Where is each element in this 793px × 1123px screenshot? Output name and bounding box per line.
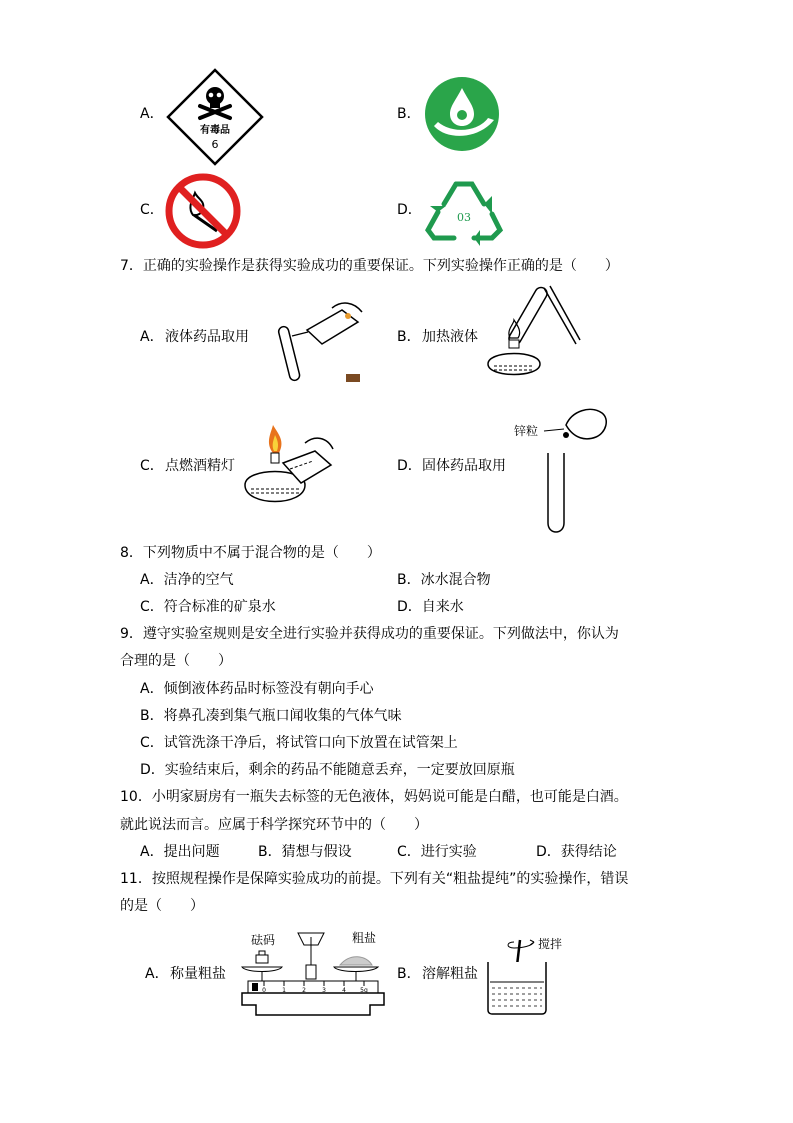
q10-option-b: B．猜想与假设: [258, 844, 352, 860]
q10-option-a: A．提出问题: [140, 844, 220, 860]
zinc-granule-label: 锌粒: [514, 424, 539, 438]
q8-option-d: D．自来水: [397, 599, 464, 615]
q7-option-c-letter: C．: [140, 458, 164, 474]
scale-tick-label: 3: [322, 987, 326, 994]
q11-option-a-text: 称量粗盐: [170, 966, 226, 982]
q7-option-c-text: 点燃酒精灯: [165, 458, 235, 474]
q8-option-c: C．符合标准的矿泉水: [140, 599, 276, 615]
scale-tick-label: 2: [302, 987, 306, 994]
scale-tick-label: 0: [262, 987, 266, 994]
coarse-salt-label: 粗盐: [352, 931, 377, 945]
q9-stem-line2: 合理的是（ ）: [120, 653, 232, 669]
q7-option-a-letter: A．: [140, 329, 164, 345]
weight-label: 砝码: [251, 933, 276, 947]
q7-option-d-text: 固体药品取用: [422, 458, 506, 474]
toxic-sign-number: 6: [211, 138, 219, 151]
stir-label: 搅拌: [538, 937, 563, 951]
solid-reagent-illustration: [540, 405, 620, 535]
q6-option-a-letter: A．: [140, 106, 164, 122]
scale-tick-label: 4: [342, 987, 346, 994]
scale-tick-label: 1: [282, 987, 286, 994]
balance-scale-illustration: [238, 945, 388, 1025]
q6-option-d-letter: D．: [397, 202, 422, 218]
toxic-sign-icon: [160, 62, 270, 172]
q10-option-d: D．获得结论: [536, 844, 617, 860]
pouring-liquid-illustration: [262, 286, 372, 386]
q10-option-c: C．进行实验: [397, 844, 477, 860]
lighting-alcohol-lamp-illustration: [235, 423, 335, 513]
q9-option-c: C．试管洗涤干净后，将试管口向下放置在试管架上: [140, 735, 458, 751]
q9-option-d: D．实验结束后，剩余的药品不能随意丢弃，一定要放回原瓶: [140, 762, 515, 778]
q6-option-c-letter: C．: [140, 202, 164, 218]
toxic-sign-text: 有毒品: [200, 125, 230, 136]
scale-tick-label: 5g: [360, 987, 368, 994]
q10-stem-line1: 10．小明家厨房有一瓶失去标签的无色液体，妈妈说可能是白醋，也可能是白酒。: [120, 789, 628, 805]
q6-option-b-letter: B．: [397, 106, 421, 122]
heating-liquid-illustration: [470, 280, 580, 390]
q8-stem: 8．下列物质中不属于混合物的是（ ）: [120, 545, 381, 561]
q11-stem-line1: 11．按照规程操作是保障实验成功的前提。下列有关“粗盐提纯”的实验操作，错误: [120, 871, 629, 887]
q8-option-a: A．洁净的空气: [140, 572, 234, 588]
q7-option-b-letter: B．: [397, 329, 421, 345]
q11-stem-line2: 的是（ ）: [120, 898, 204, 914]
q10-stem-line2: 就此说法而言。应属于科学探究环节中的（ ）: [120, 817, 428, 833]
q7-stem: 7．正确的实验操作是获得实验成功的重要保证。下列实验操作正确的是（ ）: [120, 258, 619, 274]
no-fire-icon: [163, 171, 243, 251]
q9-option-b: B．将鼻孔凑到集气瓶口闻收集的气体气味: [140, 708, 402, 724]
q7-option-d-letter: D．: [397, 458, 422, 474]
q11-option-b-letter: B．: [397, 966, 421, 982]
q7-option-b-text: 加热液体: [422, 329, 478, 345]
q11-option-a-letter: A．: [145, 966, 169, 982]
q11-option-b-text: 溶解粗盐: [422, 966, 478, 982]
recycle-icon: [422, 172, 506, 246]
water-saving-icon: [422, 74, 502, 154]
q9-option-a: A．倾倒液体药品时标签没有朝向手心: [140, 681, 374, 697]
dissolving-beaker-illustration: [484, 938, 554, 1018]
q8-option-b: B．冰水混合物: [397, 572, 491, 588]
recycle-code: 03: [457, 211, 471, 224]
q7-option-a-text: 液体药品取用: [165, 329, 249, 345]
q9-stem-line1: 9．遵守实验室规则是安全进行实验并获得成功的重要保证。下列做法中，你认为: [120, 626, 619, 642]
